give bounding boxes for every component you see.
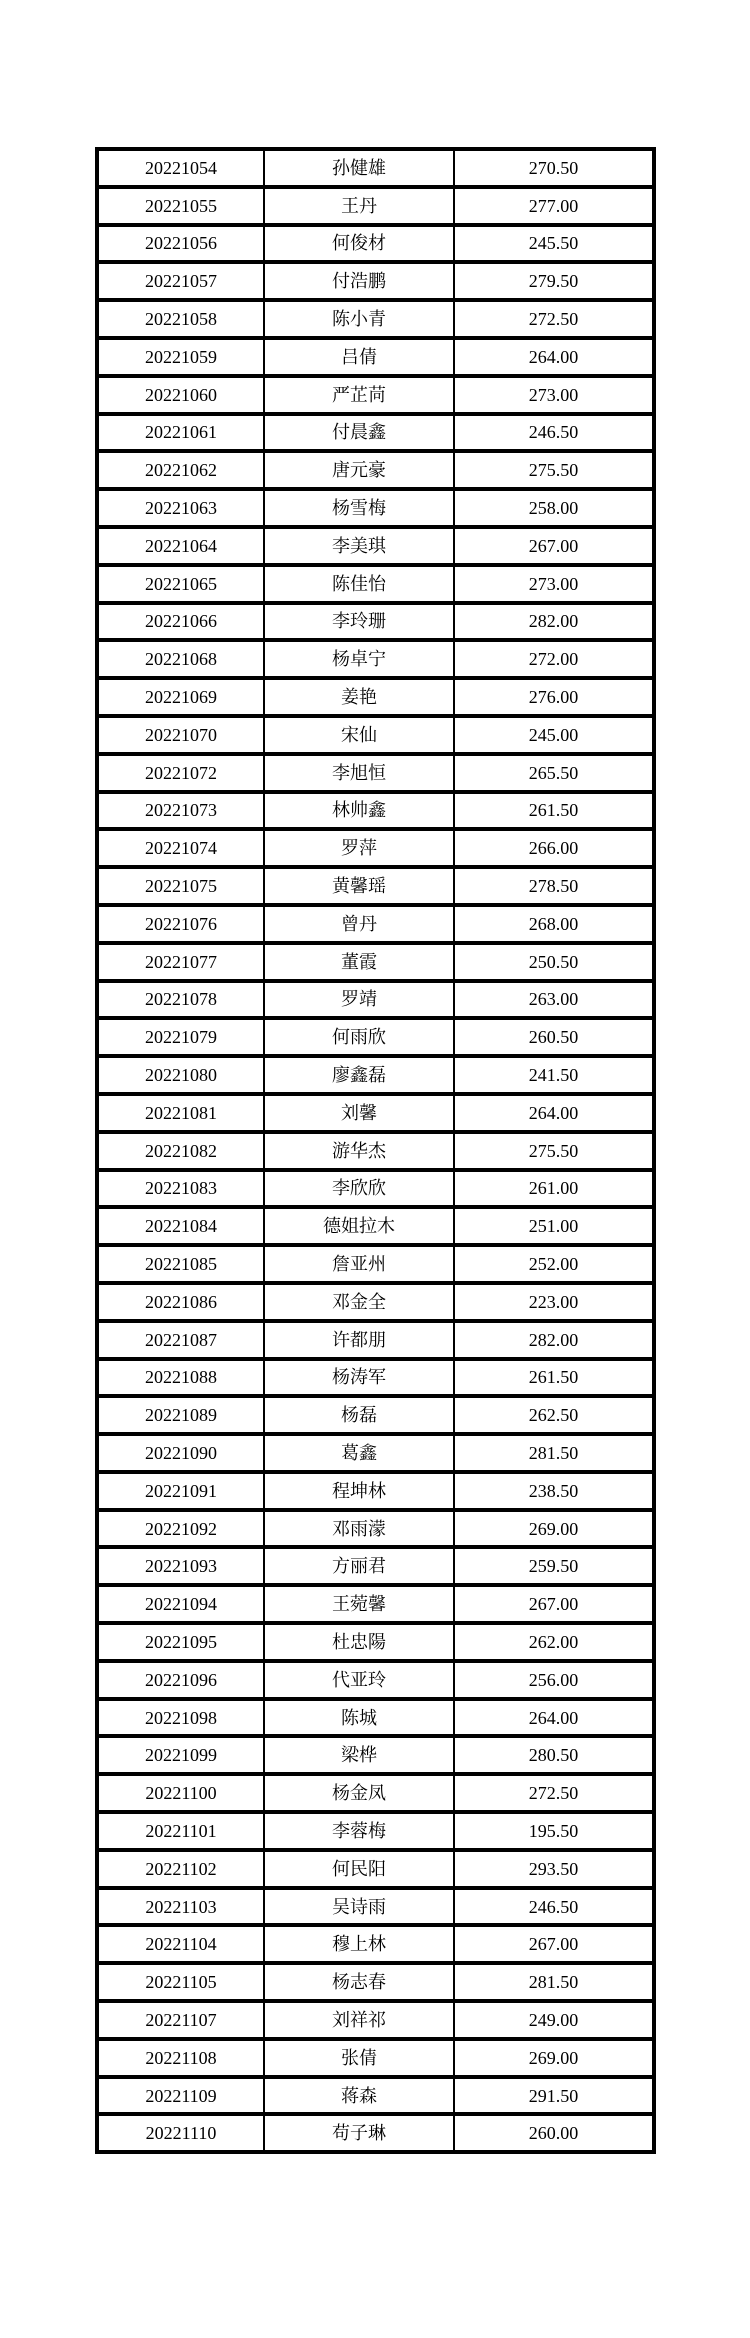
table-row	[97, 2114, 654, 2152]
cell-score: 251.00	[454, 1207, 654, 1245]
cell-exam-id: 20221105	[97, 1963, 264, 2001]
cell-name: 林帅鑫	[264, 792, 454, 830]
cell-score: 267.00	[454, 527, 654, 565]
cell-name: 何雨欣	[264, 1018, 454, 1056]
table-row	[97, 1094, 654, 1132]
cell-score: 291.50	[454, 2077, 654, 2115]
cell-exam-id: 20221104	[97, 1925, 264, 1963]
cell-name: 孙健雄	[264, 149, 454, 187]
cell-exam-id: 20221092	[97, 1510, 264, 1548]
cell-exam-id: 20221058	[97, 300, 264, 338]
table-row	[97, 1018, 654, 1056]
cell-exam-id: 20221102	[97, 1850, 264, 1888]
table-row	[97, 338, 654, 376]
cell-name: 李玲珊	[264, 603, 454, 641]
cell-name: 王菀馨	[264, 1585, 454, 1623]
cell-name: 王丹	[264, 187, 454, 225]
cell-score: 264.00	[454, 1094, 654, 1132]
cell-exam-id: 20221072	[97, 754, 264, 792]
cell-exam-id: 20221063	[97, 489, 264, 527]
cell-exam-id: 20221086	[97, 1283, 264, 1321]
cell-name: 李蓉梅	[264, 1812, 454, 1850]
cell-score: 264.00	[454, 1699, 654, 1737]
cell-exam-id: 20221062	[97, 451, 264, 489]
table-row	[97, 262, 654, 300]
cell-score: 266.00	[454, 829, 654, 867]
cell-score: 249.00	[454, 2001, 654, 2039]
table-row	[97, 1963, 654, 2001]
cell-name: 吕倩	[264, 338, 454, 376]
cell-exam-id: 20221065	[97, 565, 264, 603]
table-row	[97, 603, 654, 641]
cell-exam-id: 20221093	[97, 1547, 264, 1585]
table-row	[97, 376, 654, 414]
table-row	[97, 1699, 654, 1737]
table-row	[97, 414, 654, 452]
cell-score: 258.00	[454, 489, 654, 527]
table-row	[97, 1547, 654, 1585]
cell-name: 何俊材	[264, 225, 454, 263]
cell-score: 241.50	[454, 1056, 654, 1094]
table-row	[97, 1888, 654, 1926]
cell-exam-id: 20221109	[97, 2077, 264, 2115]
cell-name: 杨磊	[264, 1396, 454, 1434]
cell-score: 246.50	[454, 414, 654, 452]
cell-name: 姜艳	[264, 678, 454, 716]
cell-exam-id: 20221108	[97, 2039, 264, 2077]
cell-score: 270.50	[454, 149, 654, 187]
cell-score: 245.50	[454, 225, 654, 263]
cell-name: 罗萍	[264, 829, 454, 867]
cell-name: 詹亚州	[264, 1245, 454, 1283]
cell-score: 262.50	[454, 1396, 654, 1434]
cell-exam-id: 20221075	[97, 867, 264, 905]
cell-exam-id: 20221057	[97, 262, 264, 300]
cell-score: 260.00	[454, 2114, 654, 2152]
table-row	[97, 187, 654, 225]
cell-score: 273.00	[454, 376, 654, 414]
cell-name: 邓雨濛	[264, 1510, 454, 1548]
cell-score: 282.00	[454, 1321, 654, 1359]
cell-name: 梁桦	[264, 1736, 454, 1774]
cell-score: 272.00	[454, 640, 654, 678]
table-row	[97, 867, 654, 905]
cell-exam-id: 20221094	[97, 1585, 264, 1623]
cell-exam-id: 20221070	[97, 716, 264, 754]
cell-name: 杨卓宁	[264, 640, 454, 678]
cell-exam-id: 20221087	[97, 1321, 264, 1359]
cell-name: 吴诗雨	[264, 1888, 454, 1926]
cell-score: 250.50	[454, 943, 654, 981]
cell-name: 杨雪梅	[264, 489, 454, 527]
table-row	[97, 1170, 654, 1208]
cell-score: 261.00	[454, 1170, 654, 1208]
cell-score: 267.00	[454, 1925, 654, 1963]
cell-score: 246.50	[454, 1888, 654, 1926]
cell-name: 程坤林	[264, 1472, 454, 1510]
cell-name: 蒋森	[264, 2077, 454, 2115]
cell-name: 刘馨	[264, 1094, 454, 1132]
cell-score: 261.50	[454, 1359, 654, 1397]
cell-score: 275.50	[454, 1132, 654, 1170]
cell-name: 代亚玲	[264, 1661, 454, 1699]
cell-name: 付晨鑫	[264, 414, 454, 452]
table-row	[97, 1661, 654, 1699]
cell-exam-id: 20221098	[97, 1699, 264, 1737]
table-row	[97, 1207, 654, 1245]
table-row	[97, 1132, 654, 1170]
cell-score: 272.50	[454, 1774, 654, 1812]
cell-exam-id: 20221103	[97, 1888, 264, 1926]
cell-exam-id: 20221061	[97, 414, 264, 452]
cell-exam-id: 20221090	[97, 1434, 264, 1472]
cell-name: 何民阳	[264, 1850, 454, 1888]
cell-exam-id: 20221095	[97, 1623, 264, 1661]
table-row	[97, 716, 654, 754]
cell-score: 223.00	[454, 1283, 654, 1321]
cell-exam-id: 20221089	[97, 1396, 264, 1434]
cell-exam-id: 20221060	[97, 376, 264, 414]
table-row	[97, 1736, 654, 1774]
cell-name: 董霞	[264, 943, 454, 981]
table-row	[97, 1623, 654, 1661]
cell-score: 272.50	[454, 300, 654, 338]
cell-score: 281.50	[454, 1434, 654, 1472]
cell-score: 259.50	[454, 1547, 654, 1585]
cell-name: 许都朋	[264, 1321, 454, 1359]
cell-exam-id: 20221054	[97, 149, 264, 187]
cell-name: 唐元豪	[264, 451, 454, 489]
cell-exam-id: 20221069	[97, 678, 264, 716]
table-row	[97, 489, 654, 527]
table-row	[97, 2039, 654, 2077]
cell-name: 杨金凤	[264, 1774, 454, 1812]
table-row	[97, 2001, 654, 2039]
cell-exam-id: 20221073	[97, 792, 264, 830]
cell-score: 262.00	[454, 1623, 654, 1661]
cell-exam-id: 20221085	[97, 1245, 264, 1283]
cell-score: 279.50	[454, 262, 654, 300]
table-row	[97, 2077, 654, 2115]
cell-score: 275.50	[454, 451, 654, 489]
table-row	[97, 829, 654, 867]
cell-score: 280.50	[454, 1736, 654, 1774]
table-row	[97, 1359, 654, 1397]
cell-exam-id: 20221066	[97, 603, 264, 641]
table-row	[97, 149, 654, 187]
cell-score: 256.00	[454, 1661, 654, 1699]
table-row	[97, 943, 654, 981]
table-row	[97, 1585, 654, 1623]
cell-name: 付浩鹏	[264, 262, 454, 300]
cell-score: 282.00	[454, 603, 654, 641]
cell-exam-id: 20221079	[97, 1018, 264, 1056]
cell-score: 265.50	[454, 754, 654, 792]
cell-name: 陈佳怡	[264, 565, 454, 603]
cell-name: 杨涛军	[264, 1359, 454, 1397]
table-row	[97, 640, 654, 678]
cell-exam-id: 20221101	[97, 1812, 264, 1850]
table-row	[97, 1472, 654, 1510]
cell-exam-id: 20221110	[97, 2114, 264, 2152]
cell-name: 罗靖	[264, 981, 454, 1019]
table-row	[97, 1510, 654, 1548]
cell-score: 277.00	[454, 187, 654, 225]
table-row	[97, 1283, 654, 1321]
cell-exam-id: 20221080	[97, 1056, 264, 1094]
cell-name: 苟子琳	[264, 2114, 454, 2152]
cell-exam-id: 20221081	[97, 1094, 264, 1132]
table-row	[97, 1850, 654, 1888]
cell-name: 杨志春	[264, 1963, 454, 2001]
table-body	[97, 149, 654, 2152]
cell-name: 宋仙	[264, 716, 454, 754]
cell-name: 邓金全	[264, 1283, 454, 1321]
table-row	[97, 225, 654, 263]
cell-name: 曾丹	[264, 905, 454, 943]
cell-exam-id: 20221076	[97, 905, 264, 943]
cell-exam-id: 20221064	[97, 527, 264, 565]
table-row	[97, 527, 654, 565]
cell-name: 严芷苘	[264, 376, 454, 414]
cell-score: 252.00	[454, 1245, 654, 1283]
cell-exam-id: 20221084	[97, 1207, 264, 1245]
table-row	[97, 451, 654, 489]
cell-name: 方丽君	[264, 1547, 454, 1585]
cell-exam-id: 20221055	[97, 187, 264, 225]
cell-name: 张倩	[264, 2039, 454, 2077]
cell-score: 263.00	[454, 981, 654, 1019]
cell-name: 廖鑫磊	[264, 1056, 454, 1094]
table-row	[97, 678, 654, 716]
cell-score: 273.00	[454, 565, 654, 603]
cell-score: 267.00	[454, 1585, 654, 1623]
cell-exam-id: 20221083	[97, 1170, 264, 1208]
cell-exam-id: 20221059	[97, 338, 264, 376]
cell-name: 穆上林	[264, 1925, 454, 1963]
cell-name: 刘祥祁	[264, 2001, 454, 2039]
table-row	[97, 1056, 654, 1094]
table-row	[97, 300, 654, 338]
cell-score: 238.50	[454, 1472, 654, 1510]
cell-score: 269.00	[454, 1510, 654, 1548]
table-row	[97, 1396, 654, 1434]
cell-score: 245.00	[454, 716, 654, 754]
cell-name: 德姐拉木	[264, 1207, 454, 1245]
cell-score: 268.00	[454, 905, 654, 943]
table-row	[97, 1925, 654, 1963]
cell-exam-id: 20221088	[97, 1359, 264, 1397]
table-row	[97, 792, 654, 830]
cell-name: 游华杰	[264, 1132, 454, 1170]
cell-exam-id: 20221074	[97, 829, 264, 867]
cell-score: 276.00	[454, 678, 654, 716]
table-row	[97, 1812, 654, 1850]
cell-name: 黄馨瑶	[264, 867, 454, 905]
cell-score: 278.50	[454, 867, 654, 905]
cell-name: 李旭恒	[264, 754, 454, 792]
cell-score: 195.50	[454, 1812, 654, 1850]
cell-name: 陈城	[264, 1699, 454, 1737]
cell-exam-id: 20221078	[97, 981, 264, 1019]
table-row	[97, 1321, 654, 1359]
cell-score: 269.00	[454, 2039, 654, 2077]
cell-exam-id: 20221068	[97, 640, 264, 678]
cell-name: 李美琪	[264, 527, 454, 565]
table-row	[97, 981, 654, 1019]
table-row	[97, 1774, 654, 1812]
table-row	[97, 1434, 654, 1472]
cell-name: 杜忠陽	[264, 1623, 454, 1661]
cell-exam-id: 20221099	[97, 1736, 264, 1774]
table-row	[97, 565, 654, 603]
table-row	[97, 754, 654, 792]
cell-name: 葛鑫	[264, 1434, 454, 1472]
table-row	[97, 1245, 654, 1283]
score-table	[95, 147, 656, 2154]
cell-score: 293.50	[454, 1850, 654, 1888]
cell-score: 264.00	[454, 338, 654, 376]
table-row	[97, 905, 654, 943]
cell-exam-id: 20221091	[97, 1472, 264, 1510]
cell-name: 陈小青	[264, 300, 454, 338]
cell-exam-id: 20221096	[97, 1661, 264, 1699]
cell-score: 261.50	[454, 792, 654, 830]
cell-exam-id: 20221077	[97, 943, 264, 981]
cell-exam-id: 20221082	[97, 1132, 264, 1170]
cell-exam-id: 20221056	[97, 225, 264, 263]
cell-name: 李欣欣	[264, 1170, 454, 1208]
cell-exam-id: 20221107	[97, 2001, 264, 2039]
cell-exam-id: 20221100	[97, 1774, 264, 1812]
document-page	[95, 147, 656, 2154]
cell-score: 260.50	[454, 1018, 654, 1056]
cell-score: 281.50	[454, 1963, 654, 2001]
